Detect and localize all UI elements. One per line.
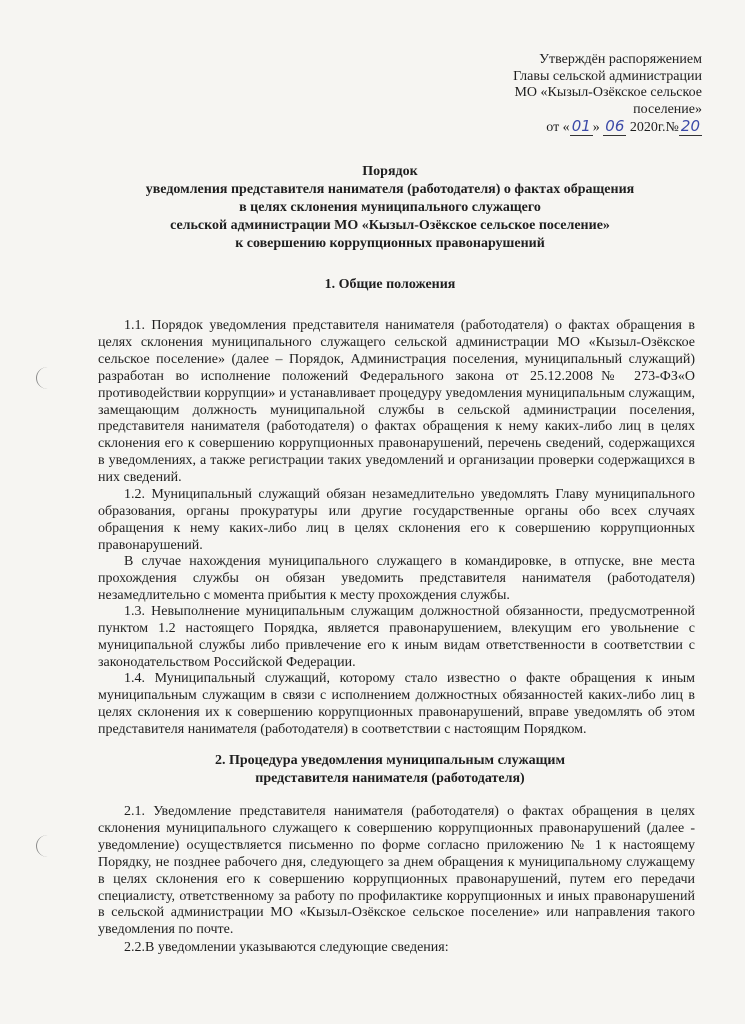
title-line: к совершению коррупционных правонарушений xyxy=(235,236,545,251)
date-prefix: от « xyxy=(546,120,570,135)
paragraph-2-1: 2.1. Уведомление представителя нанимателя (работодателя) о фактах обращения в целях склонения муниципального служащего к совершению коррупционных правонарушений (далее - уведомление) осуществляется письменно по форме согласно приложению № 1 к настоящему Порядку, не позднее рабочего дня, следующего за днем обращения к муниципальному служащему в целях склонения его к совершению коррупционных правонарушений, путем его передачи специалисту, ответственному за работу по профилактике коррупционных и иных правонарушений в сельской администрации МО «Кызыл-Озёкское сельское поселение» или направления такого уведомления по почте. xyxy=(98,804,695,938)
title-line: Порядок xyxy=(362,164,418,179)
paragraph-2-2: 2.2.В уведомлении указываются следующие сведения: xyxy=(124,940,449,955)
date-mid: » xyxy=(592,120,600,135)
title-line: сельской администрации МО «Кызыл-Озёкское сельское поселение» xyxy=(170,218,610,233)
handwritten-day: 01 xyxy=(571,117,591,135)
approval-line: поселение» xyxy=(633,101,702,117)
section-2-title-line: 2. Процедура уведомления муниципальным служащим xyxy=(214,753,566,768)
handwritten-month: 06 xyxy=(605,117,625,135)
document-title xyxy=(80,163,700,253)
date-year: 2020г.№ xyxy=(629,120,679,135)
paragraph-1-4: 1.4. Муниципальный служащий, которому стало известно о факте обращения к иным муниципальным служащим в связи с исполнением должностных обязанностей каких-либо лиц в целях склонения их к совершению коррупционных правонарушений, вправе уведомлять об этом представителя нанимателя (работодателя) в соответствии с настоящим Порядком. xyxy=(98,671,695,737)
paragraph-1-2: 1.2. Муниципальный служащий обязан незамедлительно уведомлять Главу муниципального образования, органы прокуратуры или другие государственные органы обо всех случаях обращения к нему каких-либо лиц в целях склонения его к совершению коррупционных правонарушений. xyxy=(98,487,695,553)
paragraph-1-2-continued: В случае нахождения муниципального служащего в командировке, в отпуске, вне места прохождения службы он обязан уведомить представителя нанимателя (работодателя) незамедлительно с момента прибытия к месту прохождения службы. xyxy=(98,554,695,603)
title-line: уведомления представителя нанимателя (работодателя) о фактах обращения xyxy=(145,182,635,197)
handwritten-number: 20 xyxy=(680,117,700,135)
paragraph-1-3: 1.3. Невыполнение муниципальным служащим должностной обязанности, предусмотренной пунктом 1.2 настоящего Порядка, является правонарушением, влекущим его увольнение с муниципальной службы либо привлечение его к иным видам ответственности в соответствии с законодательством Российской Федерации. xyxy=(98,604,695,670)
paragraph-1-1: 1.1. Порядок уведомления представителя нанимателя (работодателя) о фактах обращения в целях склонения муниципального служащего сельской администрации МО «Кызыл-Озёкское сельское поселение» (далее – Порядок, Администрация поселения, муниципальный служащий) разработан во исполнение положений Федерального закона от 25.12.2008№ 273-ФЗ«О противодействии коррупции» и устанавливает процедуру уведомления муниципальным служащим, замещающим должность муниципальной службы в сельской администрации поселения, представителя нанимателя (работодателя) о фактах обращения к нему каких-либо лиц в целях склонения его к совершению коррупционных правонарушений, перечень сведений, содержащихся в уведомлениях, а также регистрации таких уведомлений и организации проверки содержащихся в них сведений. xyxy=(98,318,695,486)
punch-hole-mark xyxy=(36,835,59,857)
approval-line: Утверждён распоряжением xyxy=(539,52,702,67)
approval-date-line xyxy=(470,118,702,137)
section-2-title xyxy=(80,752,700,788)
punch-hole-mark xyxy=(36,367,59,389)
section-2-title-line: представителя нанимателя (работодателя) xyxy=(255,771,525,786)
approval-stamp-block xyxy=(470,52,702,137)
approval-line: Главы сельской администрации xyxy=(513,68,702,84)
section-1-title: 1. Общие положения xyxy=(324,277,456,292)
approval-line: МО «Кызыл-Озёкское сельское xyxy=(514,85,702,100)
title-line: в целях склонения муниципального служащего xyxy=(239,200,541,215)
